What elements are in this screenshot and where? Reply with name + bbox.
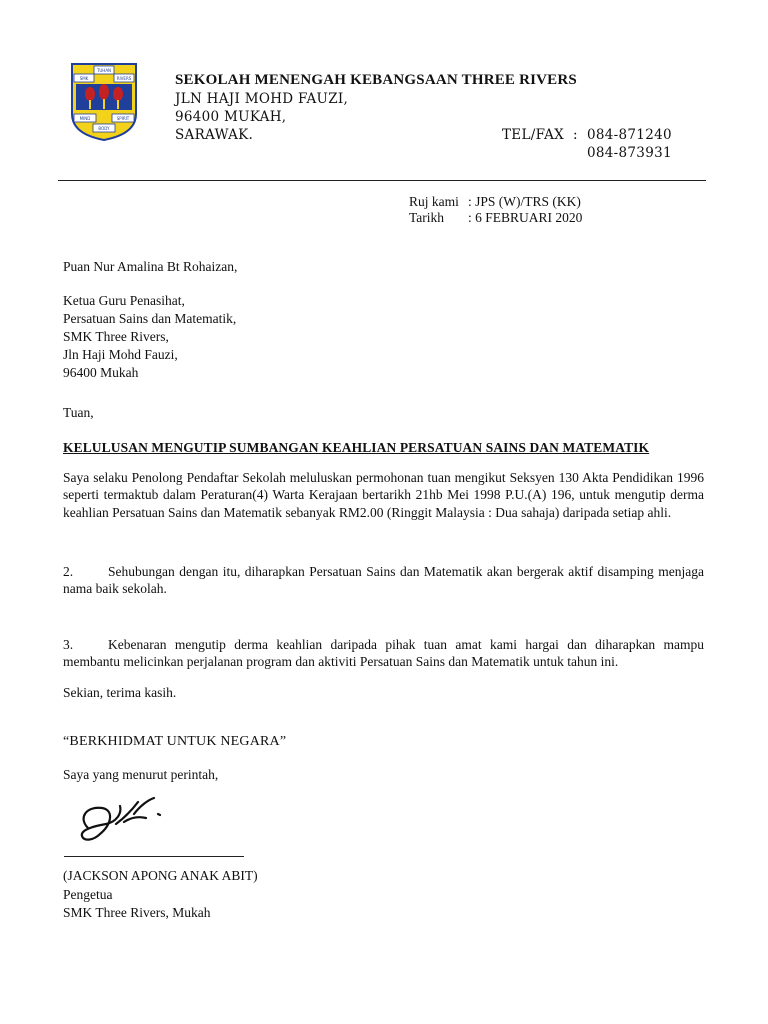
tel-fax-label: TEL/FAX bbox=[502, 127, 565, 143]
recipient-name: Puan Nur Amalina Bt Rohaizan, bbox=[63, 259, 238, 274]
recipient-address-line: 96400 Mukah bbox=[63, 365, 139, 380]
crest-text-right: RIVERS bbox=[116, 76, 132, 81]
school-address-line3: SARAWAK. bbox=[175, 127, 254, 143]
school-address-line2: 96400 MUKAH, bbox=[175, 109, 287, 125]
recipient-address-line: Jln Haji Mohd Fauzi, bbox=[63, 347, 178, 362]
closing-obedience: Saya yang menurut perintah, bbox=[63, 767, 219, 782]
recipient-address-line: Persatuan Sains dan Matematik, bbox=[63, 311, 237, 326]
school-name: SEKOLAH MENENGAH KEBANGSAAN THREE RIVERS bbox=[175, 72, 577, 88]
paragraph-text: Sehubungan dengan itu, diharapkan Persatuan Sains dan Matematik akan bergerak aktif disamping menjaga nama baik sekolah. bbox=[63, 564, 704, 597]
crest-text-bottom-left: MIND bbox=[79, 116, 91, 121]
recipient-address bbox=[63, 292, 236, 382]
school-crest-logo bbox=[68, 62, 140, 142]
closing-thanks: Sekian, terima kasih. bbox=[63, 685, 177, 700]
letter-subject: KELULUSAN MENGUTIP SUMBANGAN KEAHLIAN PERSATUAN SAINS DAN MATEMATIK bbox=[63, 440, 650, 455]
recipient-address-line: SMK Three Rivers, bbox=[63, 329, 169, 344]
reference-value: : JPS (W)/TRS (KK) bbox=[468, 194, 581, 209]
date-value: : 6 FEBRUARI 2020 bbox=[468, 210, 583, 225]
crest-text-bottom-right: SPIRIT bbox=[116, 116, 130, 121]
paragraph-number: 3. bbox=[63, 637, 74, 652]
recipient-address-line: Ketua Guru Penasihat, bbox=[63, 293, 185, 308]
school-address-line1: JLN HAJI MOHD FAUZI, bbox=[175, 91, 349, 107]
body-paragraph-2 bbox=[63, 563, 704, 598]
tel-number-1: 084-871240 bbox=[587, 127, 672, 143]
motto: “BERKHIDMAT UNTUK NEGARA” bbox=[63, 734, 287, 749]
body-paragraph-3 bbox=[63, 636, 704, 671]
signatory-title: Pengetua bbox=[63, 887, 113, 902]
tel-fax-separator: : bbox=[573, 127, 578, 143]
reference-label: Ruj kami bbox=[409, 194, 459, 209]
body-paragraph-1: Saya selaku Penolong Pendaftar Sekolah meluluskan permohonan tuan mengikut Seksyen 130 Akta Pendidikan 1996 seperti termaktub dalam Peraturan(4) Warta Kerajaan bertarikh 21hb Mei 1998 P.U.(A) 196, untuk mengutip derma keahlian Persatuan Sains dan Matematik sebanyak RM2.00 (Ringgit Malaysia : Dua sahaja) daripada setiap ahli. bbox=[63, 470, 704, 520]
handwritten-signature bbox=[72, 788, 192, 846]
letterhead-divider bbox=[58, 180, 706, 181]
tel-number-2: 084-873931 bbox=[587, 145, 672, 161]
greeting: Tuan, bbox=[63, 405, 94, 420]
crest-text-left: SMK bbox=[79, 76, 89, 81]
date-label: Tarikh bbox=[409, 210, 445, 225]
paragraph-text: Kebenaran mengutip derma keahlian daripada pihak tuan amat kami hargai dan diharapkan mampu membantu melicinkan perjalanan program dan aktiviti Persatuan Sains dan Matematik untuk tahun ini. bbox=[63, 637, 704, 670]
crest-text-top: TUHAN bbox=[96, 68, 112, 73]
paragraph-number: 2. bbox=[63, 564, 74, 579]
signature-line bbox=[64, 856, 244, 857]
signatory-name: (JACKSON APONG ANAK ABIT) bbox=[63, 868, 258, 883]
signatory-organization: SMK Three Rivers, Mukah bbox=[63, 905, 211, 920]
crest-text-bottom: BODY bbox=[98, 126, 110, 131]
